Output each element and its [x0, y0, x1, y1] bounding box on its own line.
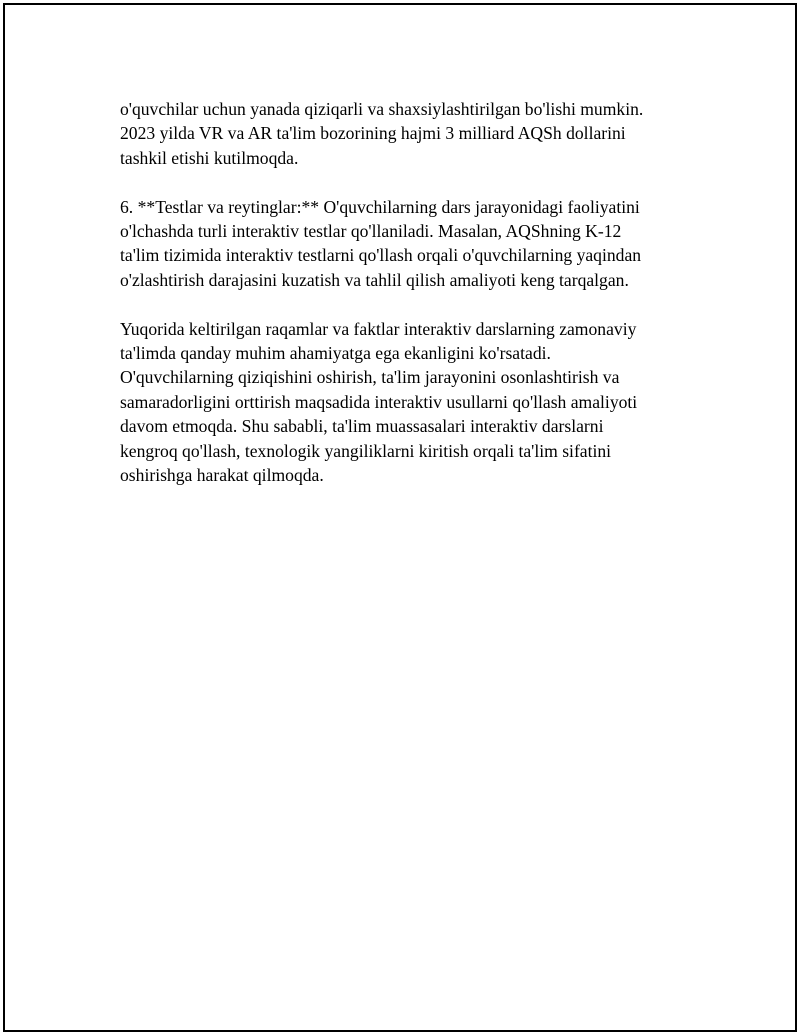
- text-line: oshirishga harakat qilmoqda.: [120, 465, 324, 486]
- text-line: kengroq qo'llash, texnologik yangiliklarni kiritish orqali ta'lim sifatini: [120, 440, 612, 461]
- text-line: davom etmoqda. Shu sababli, ta'lim muassasalari interaktiv darslarni: [120, 416, 604, 437]
- text-line: ta'limda qanday muhim ahamiyatga ega ekanligini ko'rsatadi.: [120, 343, 551, 364]
- text-line: Yuqorida keltirilgan raqamlar va faktlar interaktiv darslarning zamonaviy: [120, 318, 637, 339]
- paragraph-vr-ar: [120, 97, 690, 170]
- text-line: 2023 yilda VR va AR ta'lim bozorining hajmi 3 milliard AQSh dollarini: [120, 123, 626, 144]
- text-line: o'quvchilar uchun yanada qiziqarli va shaxsiylashtirilgan bo'lishi mumkin.: [120, 99, 644, 119]
- text-line: ta'lim tizimida interaktiv testlarni qo'llash orqali o'quvchilarning yaqindan: [120, 245, 642, 266]
- paragraph-tests-ratings: [120, 195, 690, 293]
- text-line: o'zlashtirish darajasini kuzatish va tahlil qilish amaliyoti keng tarqalgan.: [120, 269, 629, 290]
- text-line: o'lchashda turli interaktiv testlar qo'llaniladi. Masalan, AQShning K-12: [120, 221, 622, 242]
- text-line: O'quvchilarning qiziqishini oshirish, ta'lim jarayonini osonlashtirish va: [120, 367, 620, 388]
- text-line: 6. **Testlar va reytinglar:** O'quvchilarning dars jarayonidagi faoliyatini: [120, 196, 640, 217]
- document-page: [3, 3, 797, 1032]
- document-body: [120, 97, 690, 512]
- paragraph-conclusion: [120, 317, 690, 488]
- text-line: samaradorligini orttirish maqsadida interaktiv usullarni qo'llash amaliyoti: [120, 391, 638, 412]
- text-line: tashkil etishi kutilmoqda.: [120, 147, 299, 168]
